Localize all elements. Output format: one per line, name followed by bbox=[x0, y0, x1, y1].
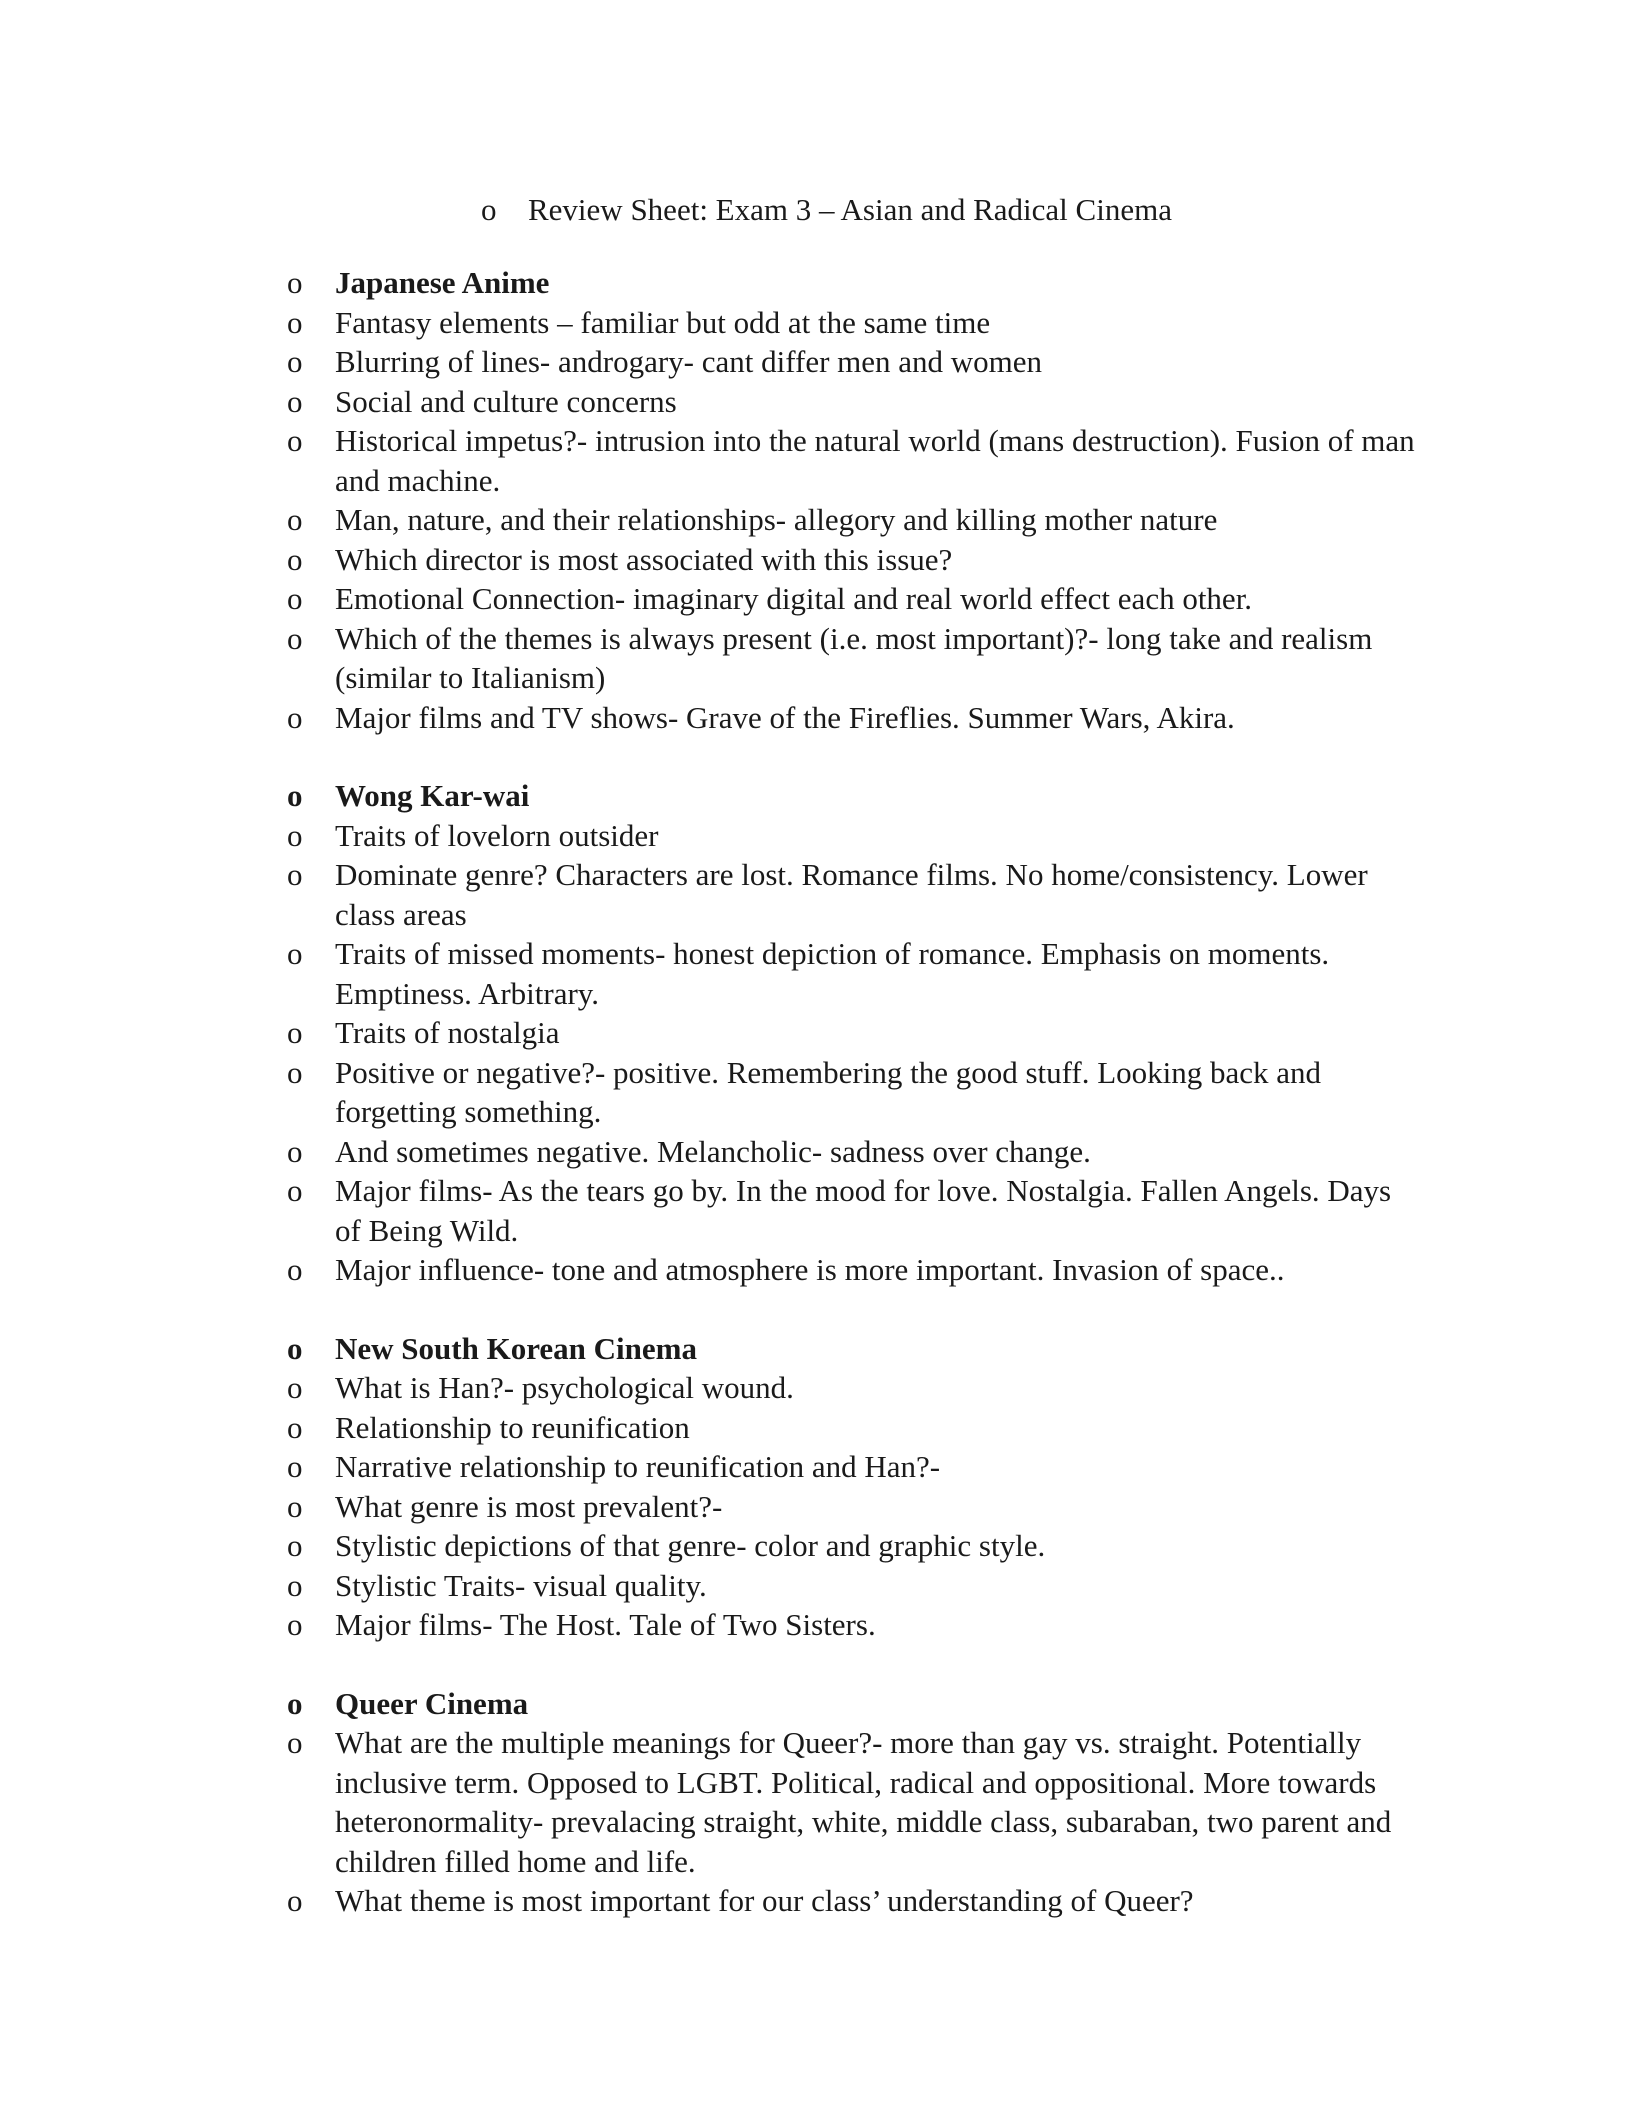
outline-item-text: Relationship to reunification bbox=[335, 1409, 690, 1445]
section-heading-text: Japanese Anime bbox=[335, 265, 550, 300]
outline-item bbox=[287, 855, 1417, 934]
outline-item bbox=[287, 816, 1417, 856]
outline-item-text: Dominate genre? Characters are lost. Romance films. No home/consistency. Lower class areas bbox=[335, 857, 1368, 932]
bullet-marker: o bbox=[287, 344, 303, 379]
bullet-marker: o bbox=[287, 1330, 303, 1366]
bullet-marker: o bbox=[287, 1883, 303, 1918]
outline-item-text: Stylistic depictions of that genre- color and graphic style. bbox=[335, 1528, 1046, 1563]
bullet-marker: o bbox=[287, 1488, 303, 1524]
bullet-marker: o bbox=[287, 620, 303, 656]
section-heading-text: Wong Kar-wai bbox=[335, 778, 530, 813]
outline-item-text: Which director is most associated with this issue? bbox=[335, 541, 953, 577]
outline-item bbox=[287, 1447, 1417, 1487]
outline-item-text: Historical impetus?- intrusion into the natural world (mans destruction). Fusion of man and machine. bbox=[335, 423, 1415, 498]
outline-item-text: Stylistic Traits- visual quality. bbox=[335, 1567, 707, 1603]
bullet-marker: o bbox=[287, 1015, 303, 1050]
outline-section bbox=[287, 776, 1417, 1290]
outline-item bbox=[287, 619, 1417, 698]
outline-item bbox=[287, 1723, 1417, 1881]
outline-item bbox=[287, 579, 1417, 619]
outline-item-text: Major influence- tone and atmosphere is more important. Invasion of space.. bbox=[335, 1252, 1285, 1287]
outline-item-text: Narrative relationship to reunification and Han?- bbox=[335, 1449, 941, 1484]
outline-item bbox=[287, 1487, 1417, 1527]
bullet-marker: o bbox=[287, 778, 303, 813]
bullet-marker: o bbox=[287, 817, 303, 853]
outline-section bbox=[287, 1329, 1417, 1645]
outline-item-text: Man, nature, and their relationships- allegory and killing mother nature bbox=[335, 502, 1218, 537]
outline-item bbox=[287, 1408, 1417, 1448]
outline-item-text: Traits of nostalgia bbox=[335, 1015, 560, 1050]
section-heading bbox=[287, 776, 1417, 816]
bullet-marker: o bbox=[287, 1370, 303, 1405]
outline-item-text: What theme is most important for our class’ understanding of Queer? bbox=[335, 1883, 1194, 1918]
bullet-marker: o bbox=[287, 1685, 303, 1721]
section-heading-text: Queer Cinema bbox=[335, 1685, 529, 1721]
outline-item bbox=[287, 1250, 1417, 1290]
bullet-marker: o bbox=[287, 1133, 303, 1169]
bullet-marker: o bbox=[287, 304, 303, 340]
bullet-marker: o bbox=[287, 265, 303, 300]
outline-item bbox=[287, 1526, 1417, 1566]
bullet-marker: o bbox=[287, 423, 303, 458]
bullet-marker: o bbox=[287, 699, 303, 735]
section-heading bbox=[287, 1684, 1417, 1724]
outline-item-text: Major films- As the tears go by. In the mood for love. Nostalgia. Fallen Angels. Days of Being Wild. bbox=[335, 1173, 1392, 1248]
bullet-marker: o bbox=[287, 936, 303, 971]
bullet-marker: o bbox=[287, 581, 303, 616]
outline-item bbox=[287, 500, 1417, 540]
outline-item-text: What genre is most prevalent?- bbox=[335, 1488, 723, 1524]
bullet-marker: o bbox=[287, 1449, 303, 1484]
outline-item-text: Major films and TV shows- Grave of the Fireflies. Summer Wars, Akira. bbox=[335, 699, 1235, 735]
outline-item bbox=[287, 934, 1417, 1013]
bullet-marker: o bbox=[287, 1725, 303, 1760]
outline-item bbox=[287, 1013, 1417, 1053]
outline-item-text: Blurring of lines- androgary- cant differ men and women bbox=[335, 344, 1043, 379]
outline-item-text: Fantasy elements – familiar but odd at the same time bbox=[335, 304, 991, 340]
bullet-marker: o bbox=[287, 383, 303, 419]
outline-item bbox=[287, 1053, 1417, 1132]
outline-item-text: Which of the themes is always present (i.e. most important)?- long take and realism (similar to Italianism) bbox=[335, 620, 1373, 695]
outline-item-text: Positive or negative?- positive. Remembering the good stuff. Looking back and forgetting something. bbox=[335, 1054, 1322, 1129]
outline-item bbox=[287, 303, 1417, 343]
outline-item bbox=[287, 540, 1417, 580]
outline-item bbox=[287, 421, 1417, 500]
bullet-marker: o bbox=[287, 1528, 303, 1563]
outline-item-text: Emotional Connection- imaginary digital and real world effect each other. bbox=[335, 581, 1253, 616]
document-title: Review Sheet: Exam 3 – Asian and Radical Cinema bbox=[528, 192, 1172, 227]
outline-item bbox=[287, 342, 1417, 382]
bullet-marker: o bbox=[287, 1173, 303, 1208]
outline-item-text: What is Han?- psychological wound. bbox=[335, 1370, 794, 1405]
outline-item-text: Major films- The Host. Tale of Two Sisters. bbox=[335, 1607, 876, 1642]
outline-item bbox=[287, 1566, 1417, 1606]
section-heading bbox=[287, 263, 1417, 303]
outline-item-text: What are the multiple meanings for Queer?- more than gay vs. straight. Potentially inclusive term. Opposed to LGBT. Political, radical and oppositional. More towards heteronormality- prevalacing straight, white, middle class, subaraban, two parent and children filled home and life. bbox=[335, 1725, 1392, 1879]
bullet-marker: o bbox=[287, 1252, 303, 1287]
bullet-marker: o bbox=[287, 1567, 303, 1603]
bullet-marker: o bbox=[287, 541, 303, 577]
outline-content bbox=[287, 263, 1417, 1960]
outline-item-text: Social and culture concerns bbox=[335, 383, 677, 419]
bullet-marker: o bbox=[287, 1409, 303, 1445]
bullet-marker: o bbox=[287, 1607, 303, 1642]
outline-item-text: And sometimes negative. Melancholic- sadness over change. bbox=[335, 1133, 1091, 1169]
outline-item bbox=[287, 1171, 1417, 1250]
outline-section bbox=[287, 1684, 1417, 1921]
document-title-row bbox=[481, 190, 1172, 230]
outline-item bbox=[287, 1605, 1417, 1645]
bullet-marker: o bbox=[287, 857, 303, 892]
section-heading bbox=[287, 1329, 1417, 1369]
outline-item bbox=[287, 382, 1417, 422]
section-heading-text: New South Korean Cinema bbox=[335, 1330, 697, 1366]
outline-item bbox=[287, 698, 1417, 738]
outline-item-text: Traits of lovelorn outsider bbox=[335, 817, 659, 853]
outline-section bbox=[287, 263, 1417, 737]
bullet-marker: o bbox=[287, 1054, 303, 1090]
outline-item bbox=[287, 1132, 1417, 1172]
outline-item-text: Traits of missed moments- honest depiction of romance. Emphasis on moments. Emptiness. Arbitrary. bbox=[335, 936, 1330, 1011]
bullet-marker: o bbox=[287, 502, 303, 537]
bullet-marker: o bbox=[481, 192, 497, 227]
outline-item bbox=[287, 1368, 1417, 1408]
outline-item bbox=[287, 1881, 1417, 1921]
